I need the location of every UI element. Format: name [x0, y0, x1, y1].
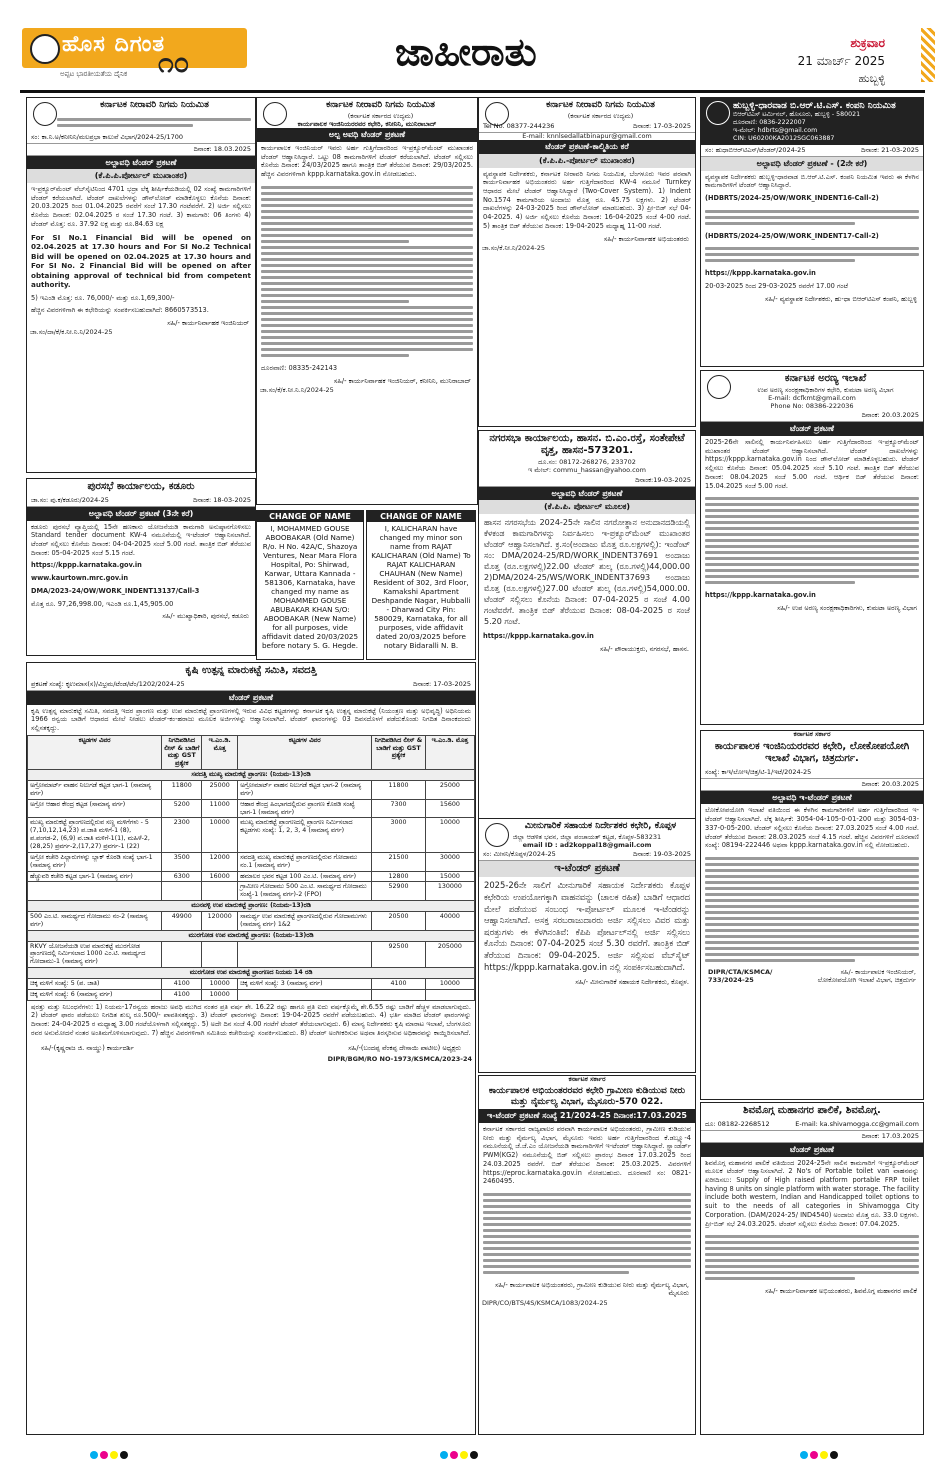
logo-tagline: ಅಪ್ಪಟ ಭಾರತೀಯತೆಯ ದೈನಿಕ: [60, 70, 128, 78]
col-header: ಕಟ್ಟಡಗಳ ವಿವರ: [238, 735, 372, 769]
table-cell: 16000: [202, 871, 238, 882]
contact-line: ಹೆಚ್ಚಿನ ವಿವರಗಳಿಗಾಗಿ ಈ ಕಛೇರಿಯನ್ನು ಸಂಪರ್ಕಿಸಬಹುದಾಗಿದೆ: 8660573513.: [31, 306, 209, 315]
kniil-logo-icon: [33, 102, 57, 126]
tender-title: ಅಲ್ಪಾವಧಿ ಟೆಂಡರ್ ಪ್ರಕಟಣೆ: [479, 487, 695, 501]
table-section-row: [28, 968, 475, 979]
ad-signature: ಸಹಿ/- ವ್ಯವಸ್ಥಾಪಕ ನಿರ್ದೇಶಕರು, ಹು-ಧಾ ಬಿಆರ್‌ಟಿಎಸ್ ಕಂಪನಿ, ಹುಬ್ಬಳ್ಳಿ: [764, 294, 917, 303]
ad-signature: ಸಹಿ/- ಕಾರ್ಯಪಾಲಕ ಅಭಿಯಂತರರು, ಗ್ರಾಮೀಣ ಕುಡಿಯುವ ನೀರು ಮತ್ತು ನೈರ್ಮಲ್ಯ ವಿಭಾಗ, ಮೈಸೂರು: [495, 1280, 689, 1298]
ad-date: ದಿನಾಂಕ: 18.03.2025: [193, 144, 251, 153]
table-cell: 3000: [372, 818, 426, 852]
table-cell: ಚಿಕ್ಕ ಮಳಿಗೆ ಸಂಖ್ಯೆ: 5 (ಪ. ಜಾತಿ): [28, 979, 162, 990]
table-section-label: ಮುನವಳ್ಳಿ ಉಪ ಮಾರುಕಟ್ಟೆ ಪ್ರಾಂಗಣ: (ನಿಯಮ-13)ರಡಿ: [28, 901, 475, 912]
col-header: ನಿಗದಿಪಡಿಸಿದ ಲೀಸ್ & ಬಾಡಿಗೆ ಮತ್ತು GST ಪ್ರತ್ಯೇಕ: [372, 735, 426, 769]
table-cell: [28, 882, 162, 901]
ad-date: ದಿನಾಂಕ: 20.03.2025: [861, 779, 919, 788]
table-section-row: [28, 901, 475, 912]
edition-city: ಹುಬ್ಬಳ್ಳಿ: [858, 72, 885, 85]
ad-signature: ಸಹಿ/- ಮುಖ್ಯಾಧಿಕಾರಿ, ಪುರಸಭೆ, ಕಡೂರು: [162, 612, 249, 621]
ad-ref: ಪ್ರಕಟಣೆ ಸಂಖ್ಯೆ: ಕೃಉಮಾಸ(ಸ)/ವಿಭ್ರಮ/ಟೆಂಡ/ಟೆಂ/1202/2024-25: [31, 680, 185, 688]
col-header: ಇ.ಎಂ.ಡಿ. ಮೊತ್ತ: [202, 735, 238, 769]
ad-body: ಲೋಕೋಪಯೋಗಿ ಇಲಾಖೆ ವತಿಯಿಂದ ಈ ಕೆಳಗಿನ ಕಾಮಗಾರಿಗಳಿಗೆ ಅರ್ಹ ಗುತ್ತಿಗೆದಾರರಿಂದ ಇ-ಟೆಂಡರ್ ಆಹ್ವಾನಿಸಲಾಗಿದೆ. ಲೆಕ್ಕ ಶೀರ್ಷಿಕೆ: 3054-04-105-0-01-200 ಮತ್ತು 3054-03-337-0-05-200. ಟೆಂಡರ್ ಸಲ್ಲಿಸಲು ಕೊನೆಯ ದಿನಾಂಕ: 27.03.2025 ಸಂಜೆ 4.00 ಗಂಟೆ. ಟೆಂಡರ್ ತೆರೆಯುವ ದಿನಾಂಕ: 28.03.2025 ಸಂಜೆ 4.15 ಗಂಟೆ. ಹೆಚ್ಚಿನ ವಿವರಗಳಿಗೆ ದೂರವಾಣಿ ಸಂಖ್ಯೆ: 08194-222446 ಅಥವಾ kppp.karnataka.gov.in ನಲ್ಲಿ ನೋಡಬಹುದು.: [705, 806, 919, 850]
table-cell: 10000: [425, 979, 474, 990]
table-cell: 5200: [162, 799, 202, 818]
tender-title: ಅಲ್ಪಾವಧಿ ಇ-ಟೆಂಡರ್ ಪ್ರಕಟಣೆ: [701, 791, 923, 805]
ad-signature: ಸಹಿ/- ಕಾರ್ಯನಿರ್ವಾಹಕ ಅಭಿಯಂತರರು, ಶಿವಮೊಗ್ಗ ಮಹಾನಗರ ಪಾಲಿಕೆ: [765, 1287, 917, 1296]
table-cell: ಅಗ್ರೋಮಾರ್ಟ್ ವಾಹನ ನಿಲುಗಡೆ ಕಟ್ಟಡ ಭಾಗ-1 (ಸಾಮಾನ್ಯ ವರ್ಗ): [28, 781, 162, 800]
dipr-code: DIPR/CTA/KSMCA/ 733/2024-25: [708, 967, 773, 984]
ad-footer: ಜಾ.ಸಂ/ಕೆ/ಕ.ನೀ.ನಿ.ನಿ/2024-25: [260, 386, 334, 395]
ad-change-of-name-1: [256, 510, 364, 660]
ad-body: ಕಾರ್ಯಪಾಲಕ ಇಂಜಿನಿಯರ್ ಇವರು ಅರ್ಹ ಗುತ್ತಿಗೆದಾರರಿಂದ ಇ-ಪ್ರಕ್ಯೂರ್‌ಮೆಂಟ್ ಮುಖಾಂತರ ಟೆಂಡರ್ ಆಹ್ವಾನಿಸಿದ್ದಾರೆ. ಒಟ್ಟು 08 ಕಾಮಗಾರಿಗಳಿಗೆ ಟೆಂಡರ್ ಕರೆಯಲಾಗಿದೆ. ಟೆಂಡರ್ ಸಲ್ಲಿಸಲು ಕೊನೆಯ ದಿನಾಂಕ: 24/03/2025 ಹಾಗೂ ತಾಂತ್ರಿಕ ಬಿಡ್ ತೆರೆಯುವ ದಿನಾಂಕ: 29/03/2025. ಹೆಚ್ಚಿನ ವಿವರಗಳಿಗಾಗಿ kppp.karnataka.gov.in ನೋಡಬಹುದು.: [261, 143, 473, 179]
ad-org: ಕರ್ನಾಟಕ ಅರಣ್ಯ ಇಲಾಖೆ: [784, 373, 867, 384]
work-indent: DMA/2023-24/OW/WORK_INDENT13137/Call-3: [31, 586, 200, 595]
ad-org-sub: (ಕರ್ನಾಟಕ ಸರ್ಕಾರದ ಉದ್ಯಮ): [567, 111, 634, 120]
table-row: [28, 871, 475, 882]
lease-table-body: [28, 770, 475, 1001]
table-cell: ಹಮಾಲರ ಭವನ ಕಟ್ಟಡ 100 ಎಂ.ಟಿ. (ಸಾಮಾನ್ಯ ವರ್ಗ): [238, 871, 372, 882]
ad-body: ಇ-ಪ್ರಕ್ಯೂರ್‌ಮೆಂಟ್ ವೆಬ್‌ಸೈಟಿನಿಂದ 4701 ಭದ್ರಾ ಲೆಕ್ಕ ಶೀರ್ಷಿಕೆಯಡಿಯಲ್ಲಿ 02 ಸಂಖ್ಯೆ ಕಾಮಗಾರಿಗಳಿಗೆ ಟೆಂಡರ್ ಕರೆಯಲಾಗಿದೆ. ಟೆಂಡರ್ ದಾಖಲೆಗಳನ್ನು ಡೌನ್‌ಲೋಡ್ ಮಾಡಿಕೊಳ್ಳಲು ಕೊನೆಯ ದಿನಾಂಕ: 20.03.2025 ರಿಂದ 01.04.2025 ರವರೆಗೆ ಸಂಜೆ 17.30 ಗಂಟೆವರೆಗೆ. 2) ಅರ್ಜಿ ಸಲ್ಲಿಸಲು ಕೊನೆಯ ದಿನಾಂಕ: 02.04.2025 ರ ಸಂಜೆ 17.30 ಗಂಟೆ. 3) ಕಾಮಗಾರಿ: 06 ತಿಂಗಳು 4) ಟೆಂಡರ್ ಮೊತ್ತ: ರೂ. 37.92 ಲಕ್ಷ ಮತ್ತು ರೂ.84.63 ಲಕ್ಷ: [31, 184, 251, 228]
table-cell: 12800: [372, 871, 426, 882]
ad-ref: ಸಂ: ಕಾ.ನಿ.ಅ/ಕನೀನಿನಿ/ಮಲಪ್ರಭಾ ಕಾಲುವೆ ವಿಭಾಗ/2024-25/1700: [31, 132, 184, 141]
ad-body: ಹಾಸನ ನಗರಸಭೆಯ 2024-25ನೇ ಸಾಲಿನ ನಗರೋತ್ಥಾನ ಅನುದಾನದಡಿಯಲ್ಲಿ ಕೆಳಕಂಡ ಕಾಮಗಾರಿಗಳನ್ನು ನಿರ್ವಹಿಸಲು ಇ-ಪ್ರಕ್ಯೂರ್‌ಮೆಂಟ್ ಮುಖಾಂತರ ಟೆಂಡರ್ ಆಹ್ವಾನಿಸಲಾಗಿದೆ. ಕ್ರ.ಸಂ(ಅಂದಾಜು ಮೊತ್ತ ರೂ.ಲಕ್ಷಗಳಲ್ಲಿ): ಇಂಡೆಂಟ್ ಸಂ: DMA/2024-25/RD/WORK_INDENT37691 ಅಂದಾಜು ಮೊತ್ತ (ರೂ.ಲಕ್ಷಗಳಲ್ಲಿ)22.00 ಟೆಂಡರ್ ಶುಲ್ಕ (ರೂ.ಗಳಲ್ಲಿ)44,000.00 2)DMA/2024-25/WS/WORK_INDENT37693 ಅಂದಾಜು ಮೊತ್ತ (ರೂ.ಲಕ್ಷಗಳಲ್ಲಿ)27.00 ಟೆಂಡರ್ ಶುಲ್ಕ (ರೂ.ಗಳಲ್ಲಿ)54,000.00. ಟೆಂಡರ್ ಸಲ್ಲಿಸಲು ಕೊನೆಯ ದಿನಾಂಕ: 07-04-2025 ರ ಸಂಜೆ 4.00 ಗಂಟೆವರೆಗೆ. ತಾಂತ್ರಿಕ ಬಿಡ್ ತೆರೆಯುವ ದಿನಾಂಕ: 08-04-2025 ರ ಸಂಜೆ 5.20 ಗಂಟೆ.: [484, 517, 690, 627]
newspaper-logo: [22, 28, 247, 68]
ad-date: ದಿನಾಂಕ: 19-03-2025: [633, 850, 691, 859]
ad-portal: https://kppp.karnataka.gov.in: [705, 591, 816, 600]
ad-text-lines: [701, 852, 923, 967]
ad-koppal-fisheries: [478, 818, 696, 1073]
ad-org-sub: (ಕರ್ನಾಟಕ ಸರ್ಕಾರದ ಉದ್ಯಮ): [347, 111, 414, 120]
tender-ref-line: ಇ-ಟೆಂಡರ್ ಪ್ರಕಟಣೆ ಸಂಖ್ಯೆ 21/2024-25 ದಿನಾಂಕ:17.03.2025: [479, 1109, 695, 1123]
table-row: [28, 912, 475, 931]
table-cell: ಸವದತ್ತಿ ಮುಖ್ಯ ಮಾರುಕಟ್ಟೆ ಪ್ರಾಂಗಣದಲ್ಲಿರುವ ಗೋದಾಮು ನಂ.1 (ಸಾಮಾನ್ಯ ವರ್ಗ): [238, 852, 372, 871]
table-cell: 11000: [202, 799, 238, 818]
name-ad-header: CHANGE OF NAME: [367, 511, 475, 522]
table-row: [28, 852, 475, 871]
ad-email: E-mail: ka.shivamogga.cc@gmail.com: [795, 1120, 919, 1128]
tender-subtitle: (ಕೆ.ಪಿ.ಪಿ.-ಪೋರ್ಟಲ್ ಮುಖಾಂತರ): [479, 154, 695, 168]
color-registration-dots: [90, 1444, 130, 1454]
tender-title: ಟೆಂಡರ್ ಪ್ರಕಟಣೆ: [701, 1143, 923, 1157]
secretary-signature: ಸಹಿ/-(ಕೃಷ್ಣರಾಜ ಜಿ. ನಾಯ್ಡು) ಕಾರ್ಯದರ್ಶಿ: [41, 1043, 134, 1052]
table-cell: 10000: [202, 818, 238, 852]
print-marks: [0, 1440, 945, 1460]
ad-site: www.kaurtown.mrc.gov.in: [31, 574, 129, 583]
table-cell: 10000: [202, 989, 238, 1000]
ad-org: ಶಿವಮೊಗ್ಗ ಮಹಾನಗರ ಪಾಲಿಕೆ, ಶಿವಮೊಗ್ಗ.: [743, 1105, 881, 1116]
table-cell: 52900: [372, 882, 426, 901]
ad-portal: https://kppp.karnataka.gov.in: [31, 561, 142, 570]
ad-kniil-dalatbinapur: [478, 97, 696, 427]
ad-text-lines: [479, 1188, 695, 1279]
ad-email: email ID : ad2koppal18@gmail.com: [522, 840, 652, 849]
table-cell: 10000: [202, 979, 238, 990]
ad-kniil-munirabad: [256, 97, 478, 505]
table-cell: 7300: [372, 799, 426, 818]
ad-signature: ಸಹಿ/- ಕಾರ್ಯನಿರ್ವಾಹಕ ಅಭಿಯಂತರರು: [603, 234, 689, 243]
table-section-label: ಸವದತ್ತಿ ಮುಖ್ಯ ಮಾರುಕಟ್ಟೆ ಪ್ರಾಂಗಣ: (ನಿಯಮ-13)ರಡಿ: [28, 770, 475, 781]
table-cell: ಮುಖ್ಯ ಮಾರುಕಟ್ಟೆ ಪ್ರಾಂಗಣದಲ್ಲಿರುವ ಸಣ್ಣ ಮಳಿಗೆಗಳು - 5 (7,10,12,14,23) ಪ.ಜಾತಿ ಮಳಿಗೆ-1 (8), ಪ.ಪಂಗಡ-2, (6,9) ಪ.ಜಾತಿ ಮಳಿಗೆ-1(1), ಮಹಿಳೆ-2, (28,25) ಪ್ರವರ್ಗ-2,(17,27) ಪ್ರವರ್ಗ-1 (22): [28, 818, 162, 852]
ad-header-band: [701, 98, 923, 145]
table-cell: [425, 989, 474, 1000]
table-section-label: ಮುರಗೋಡ ಉಪ ಮಾರುಕಟ್ಟೆ ಪ್ರಾಂಗಣ: (ನಿಯಮ-13)ರಡಿ: [28, 930, 475, 941]
ad-office: ಉಪ ಅರಣ್ಯ ಸಂರಕ್ಷಣಾಧಿಕಾರಿಗಳ ಕಛೇರಿ, ಕುಮಟಾ ಅರಣ್ಯ ವಿಭಾಗ: [757, 386, 894, 394]
table-cell: 205000: [425, 941, 474, 968]
ad-address: ಜಿಲ್ಲಾ ಆಡಳಿತ ಭವನ, ಜಿಲ್ಲಾ ಪಂಚಾಯತ್ ಕಟ್ಟಡ, ಕೊಪ್ಪಳ-583231: [512, 832, 662, 841]
ad-conditions: ಷರತ್ತು ಮತ್ತು ನಿಬಂಧನೆಗಳು: 1) ನಿಯಮ-17ರನ್ವಯ ಹರಾಜು ಅವಧಿ ಮುಗಿದ ನಂತರ ಪ್ರತಿ ವರ್ಷ ಶೇ. 16.22 ರಷ್ಟು ಹಾಗೂ ಪ್ರತಿ ಐದು ವರ್ಷಕ್ಕೊಮ್ಮೆ ಶೇ.6.55 ರಷ್ಟು ಬಾಡಿಗೆ ಹೆಚ್ಚಳ ಮಾಡಲಾಗುವುದು. 2) ಟೆಂಡರ್ ಫಾರಂ ಪಡೆಯಲು ನಿಗದಿತ ಶುಲ್ಕ ರೂ.500/- ಪಾವತಿಸತಕ್ಕದ್ದು. 3) ಟೆಂಡರ್ ಫಾರಂಗಳನ್ನು ದಿನಾಂಕ: 19-04-2025 ರವರೆಗೆ ಪಡೆಯಬಹುದು. 4) ಭರ್ತಿ ಮಾಡಿದ ಟೆಂಡರ್ ಫಾರಂಗಳನ್ನು ದಿನಾಂಕ: 24-04-2025 ರ ಮಧ್ಯಾಹ್ನ 3.00 ಗಂಟೆಯೊಳಗಾಗಿ ಸಲ್ಲಿಸತಕ್ಕದ್ದು. 5) ಅದೇ ದಿನ ಸಂಜೆ 4.00 ಗಂಟೆಗೆ ಟೆಂಡರ್ ತೆರೆಯಲಾಗುವುದು. 6) ಮಾನ್ಯ ನಿರ್ದೇಶಕರು ಕೃಷಿ ಮಾರಾಟ ಇಲಾಖೆ, ಬೆಂಗಳೂರು ರವರ ಅನುಮೋದನೆ ನಂತರ ಅಂತಿಮಗೊಳಿಸಲಾಗುವುದು. 7) ಹೆಚ್ಚಿನ ವಿವರಗಳಿಗಾಗಿ ಸಮಿತಿಯ ಕಚೇರಿಯನ್ನು ಸಂಪರ್ಕಿಸಬಹುದು. 8) ಟೆಂಡರ್ ಅಂಗೀಕರಿಸುವ ಅಥವಾ ತಿರಸ್ಕರಿಸುವ ಅಧಿಕಾರವನ್ನು ಕಾಯ್ದಿರಿಸಲಾಗಿದೆ.: [31, 1002, 471, 1037]
table-cell: [372, 989, 426, 1000]
ad-email: ಇ-ಮೇಲ್: hdbrts@gmail.com: [733, 127, 818, 134]
tender-title: ಅಲ್ಪಾವಧಿ ಟೆಂಡರ್ ಪ್ರಕಟಣೆ: [27, 156, 255, 170]
table-row: [28, 882, 475, 901]
lease-table: [27, 735, 475, 1001]
ad-pwd-chitradurga: [700, 730, 924, 1100]
table-cell: 12000: [202, 852, 238, 871]
table-cell: 11800: [162, 781, 202, 800]
ad-org: ಹುಬ್ಬಳ್ಳಿ-ಧಾರವಾಡ ಬಿ.ಆರ್.ಟಿ.ಎಸ್. ಕಂಪನಿ ನಿಯಮಿತ: [733, 101, 896, 111]
table-cell: 6300: [162, 871, 202, 882]
ad-email: E-mail: dcfkmt@gmail.com: [768, 393, 856, 402]
ad-body: ಶಿವಮೊಗ್ಗ ಮಹಾನಗರ ಪಾಲಿಕೆ ವತಿಯಿಂದ 2024-25ನೇ ಸಾಲಿನ ಕಾಮಗಾರಿಗೆ ಇ-ಪ್ರಕ್ಯೂರ್‌ಮೆಂಟ್ ಮೂಲಕ ಟೆಂಡರ್ ಆಹ್ವಾನಿಸಲಾಗಿದೆ. 2 No's of Portable toilet van ವಾಹನವನ್ನು ಖರೀದಿಸಲು: Supply of High raised platform portable FRP toilet having 8 units on single platform with water storage. The facility include both western, Indian and Handicapped toilet options to suit to the needs of all categories in Shivamogga City Corporation. (DAM/2024-25/ IND4540) ಅಂದಾಜು ಮೊತ್ತ ರೂ. 33.0 ಲಕ್ಷಗಳು. ಪ್ರೀ-ಬಿಡ್ ಸಭೆ 24.03.2025. ಟೆಂಡರ್ ಸಲ್ಲಿಸಲು ಕೊನೆಯ ದಿನಾಂಕ: 07.04.2025.: [705, 1158, 919, 1228]
tender-title: ಇ-ಟೆಂಡರ್ ಪ್ರಕಟಣೆ: [479, 861, 695, 877]
ad-signature: ಸಹಿ/- ಕಾರ್ಯನಿರ್ವಾಹಕ ಇಂಜಿನಿಯರ್: [167, 318, 249, 327]
ad-date: ದಿನಾಂಕ:19-03-2025: [635, 475, 691, 484]
tender-subtitle: (ಕೆ.ಪಿ.ಪಿ.ಪೋರ್ಟಲ್ ಮುಖಾಂತರ): [27, 169, 255, 183]
table-cell: ಚಿಕ್ಕ ಮಳಿಗೆ ಸಂಖ್ಯೆ: 6 (ಸಾಮಾನ್ಯ ವರ್ಗ): [28, 989, 162, 1000]
col-header: ಕಟ್ಟಡಗಳ ವಿವರ: [28, 735, 162, 769]
ad-org: ಪುರಸಭೆ ಕಾರ್ಯಾಲಯ, ಕಡೂರು: [87, 481, 195, 492]
ad-forest-department: [700, 370, 924, 725]
name-ad-text: I, MOHAMMED GOUSE ABOOBAKAR (Old Name) R/o. H No. 42A/C, Shazoya Ventures, Near Mara Flora Hospital, Po: Shirwad, Karwar, Uttara Kannada - 581306, Karnataka, have changed my name as MOHAMMED GOUSE ABUBAKAR KHAN S/O: ABOOBAKAR (New Name) for all purposes, vide affidavit dated 20/03/2025 before notary S. G. Hegde.: [261, 524, 359, 650]
table-cell: 49900: [162, 912, 202, 931]
ad-hdbrts: [700, 97, 924, 367]
table-cell: 500 ಎಂ.ಟಿ. ಸಾಮರ್ಥ್ಯದ ಗೋದಾಮು ನಂ-2 (ಸಾಮಾನ್ಯ ವರ್ಗ): [28, 912, 162, 931]
ad-phone: Tel No. 08377-244236: [483, 121, 555, 130]
ad-body: ಕಡೂರು ಪುರಸಭೆ ವ್ಯಾಪ್ತಿಯಲ್ಲಿ 15ನೇ ಹಣಕಾಸು ಯೋಜನೆಯಡಿ ಕಾಮಗಾರಿ ಅನುಷ್ಠಾನಗೊಳಿಸಲು Standard tender document KW-4 ನಮೂನೆಯಲ್ಲಿ ಇ-ಟೆಂಡರ್ ಆಹ್ವಾನಿಸಲಾಗಿದೆ. ಟೆಂಡರ್ ಸಲ್ಲಿಸಲು ಕೊನೆಯ ದಿನಾಂಕ: 04-04-2025 ಸಂಜೆ 5.00 ಗಂಟೆ. ತಾಂತ್ರಿಕ ಬಿಡ್ ತೆರೆಯುವ ದಿನಾಂಕ: 05-04-2025 ಸಂಜೆ 5.15 ಗಂಟೆ.: [31, 522, 251, 557]
masthead-rule: [20, 90, 925, 93]
ad-signature: ಸಹಿ/- ಮೀನುಗಾರಿಕೆ ಸಹಾಯಕ ನಿರ್ದೇಶಕರು, ಕೊಪ್ಪಳ.: [575, 978, 689, 987]
ad-body: ಕರ್ನಾಟಕ ಸರ್ಕಾರದ ರಾಜ್ಯಪಾಲರ ಪರವಾಗಿ ಕಾರ್ಯಪಾಲಕ ಅಭಿಯಂತರರು, ಗ್ರಾಮೀಣ ಕುಡಿಯುವ ನೀರು ಮತ್ತು ನೈರ್ಮಲ್ಯ ವಿಭಾಗ, ಮೈಸೂರು ಇವರು ಅರ್ಹ ಗುತ್ತಿಗೆದಾರರಿಂದ ಕೆ.ಡಬ್ಲ್ಯೂ-4 ನಮೂನೆಯಲ್ಲಿ ಜೆ.ಜೆ.ಎಂ ಯೋಜನೆಯಡಿ ಕಾಮಗಾರಿಗಳಿಗೆ ಇ-ಟೆಂಡರ್ ಆಹ್ವಾನಿಸಿದ್ದಾರೆ. ಸ್ಟ್ಯಾಂಡರ್ಡ್ PWM(KG2) ನಮೂನೆಯಲ್ಲಿ ಬಿಡ್ ಸಲ್ಲಿಸಲು ಪ್ರಾರಂಭ ದಿನಾಂಕ 17.03.2025 ರಿಂದ 24.03.2025 ರವರೆಗೆ. ಬಿಡ್ ತೆರೆಯುವ ದಿನಾಂಕ: 25.03.2025. ವಿವರಗಳಿಗೆ https://eproc.karnataka.gov.in ನೋಡಬಹುದು. ದೂರವಾಣಿ ಸಂ: 0821-2460495.: [483, 1124, 691, 1186]
ad-org-sub: ಕರ್ನಾಟಕ ಸರ್ಕಾರ: [568, 1075, 606, 1083]
tender-title: ಅಲ್ಪಾವಧಿ ಟೆಂಡರ್ ಪ್ರಕಟಣೆ - (2ನೇ ಕರೆ): [701, 157, 923, 171]
table-cell: 15600: [425, 799, 474, 818]
tender-title: ಟೆಂಡರ್ ಪ್ರಕಟಣೆ-ಕಾಲ್ಮಿತಿಯ ಕರೆ: [479, 140, 695, 154]
ad-signature-row: [27, 1040, 475, 1057]
table-cell: 2300: [162, 818, 202, 852]
table-cell: ಅಗ್ರೋಮಾರ್ಟ್ ವಾಹನ ನಿಲುಗಡೆ ಕಟ್ಟಡ ಭಾಗ-2 (ಸಾಮಾನ್ಯ ವರ್ಗ): [238, 781, 372, 800]
ad-cin: CIN: U60200KA2012SGC063887: [733, 135, 835, 142]
table-section-label: ಮುರಗೋಡ ಉಪ ಮಾರುಕಟ್ಟೆ ಪ್ರಾಂಗಣದ ನಿಯಮ 14 ರಡಿ: [28, 968, 475, 979]
ad-portal: https://kppp.karnataka.gov.in: [705, 269, 816, 278]
table-cell: ಚಿಕ್ಕ ಮಳಿಗೆ ಸಂಖ್ಯೆ: 3 (ಸಾಮಾನ್ಯ ವರ್ಗ): [238, 979, 372, 990]
ad-text-lines: [257, 181, 477, 362]
ad-date-row: [701, 1131, 923, 1143]
ad-org: ಕಾರ್ಯಪಾಲಕ ಇಂಜಿನಿಯರರವರ ಕಛೇರಿ, ಲೋಕೋಪಯೋಗಿ ಇಲಾಖೆ ವಿಭಾಗ, ಚಿತ್ರದುರ್ಗ.: [714, 740, 910, 764]
table-cell: 3500: [162, 852, 202, 871]
table-cell: 20500: [372, 912, 426, 931]
ad-org: ಕರ್ನಾಟಕ ನೀರಾವರಿ ನಿಗಮ ನಿಯಮಿತ: [326, 100, 435, 110]
ad-text-lines: [701, 492, 923, 589]
table-cell: 4100: [162, 989, 202, 1000]
ad-footer-row: [701, 967, 923, 987]
ad-org: ಕರ್ನಾಟಕ ನೀರಾವರಿ ನಿಗಮ ನಿಯಮಿತ: [100, 100, 209, 110]
ad-ref-row: [27, 679, 475, 691]
hdbrts-logo-icon: [706, 101, 730, 125]
table-cell: ಸಾಮರ್ಥ್ಯ ಉಪ ಮಾರುಕಟ್ಟೆ ಪ್ರಾಂಗಣದಲ್ಲಿರುವ ಗೋದಾಮುಗಳು (ಸಾಮಾನ್ಯ ವರ್ಗ) 1&2: [238, 912, 372, 931]
table-cell: [162, 882, 202, 901]
ad-signature: ಸಹಿ/- ಉಪ ಅರಣ್ಯ ಸಂರಕ್ಷಣಾಧಿಕಾರಿಗಳು, ಕುಮಟಾ ಅರಣ್ಯ ವಿಭಾಗ: [777, 603, 917, 612]
ad-kadur-municipality: [26, 478, 256, 656]
table-cell: ಹೆಚ್ಚುವರಿ ಕಚೇರಿ ಕಟ್ಟಡ ಭಾಗ-1 (ಸಾಮಾನ್ಯ ವರ್ಗ): [28, 871, 162, 882]
col-header: ಇ.ಎಂ.ಡಿ. ಮೊತ್ತ: [425, 735, 474, 769]
table-cell: [202, 882, 238, 901]
work-indent-2: (HDBRTS/2024-25/OW/WORK_INDENT17-Call-2): [705, 231, 879, 240]
table-cell: ಅಗ್ರೋ ಕಚೇರಿ ಪಿಲ್ಲಾರುಗಳನ್ನು ಬ್ಲಾಕ್ ಕೊಠಡಿ ಸಂಖ್ಯೆ ಭಾಗ-1 (ಸಾಮಾನ್ಯ ವರ್ಗ): [28, 852, 162, 871]
table-cell: 92500: [372, 941, 426, 968]
ad-date-row: [701, 779, 923, 791]
ad-ref-row: [701, 145, 923, 157]
ad-ref-row: [27, 495, 255, 507]
masthead: [0, 0, 945, 92]
ad-org: ಕೃಷಿ ಉತ್ಪನ್ನ ಮಾರುಕಟ್ಟೆ ಸಮಿತಿ, ಸವದತ್ತಿ: [185, 665, 317, 676]
tender-title: ಅಲ್ಪಾವಧಿ ಟೆಂಡರ್ ಪ್ರಕಟಣೆ (3ನೇ ಕರೆ): [27, 507, 255, 521]
col-header: ನಿಗದಿಪಡಿಸಿದ ಲೀಸ್ & ಬಾಡಿಗೆ ಮತ್ತು GST ಪ್ರತ್ಯೇಕ: [162, 735, 202, 769]
table-cell: 25000: [425, 781, 474, 800]
ad-org-sub: ಕರ್ನಾಟಕ ಸರ್ಕಾರ: [793, 730, 831, 738]
table-cell: ಅಗ್ರೋ ಆಹಾರ ಕೇಂದ್ರ ಕಟ್ಟಡ (ಸಾಮಾನ್ಯ ವರ್ಗ): [28, 799, 162, 818]
ad-contact-row: [701, 1119, 923, 1131]
ad-date-row: [27, 144, 255, 156]
ad-phone: Phone No: 08386-222036: [770, 401, 854, 410]
ad-email: E-mail: knnlsedallatbinapur@gmail.com: [522, 131, 652, 140]
ad-body: 2025-26ನೇ ಸಾಲಿನಲ್ಲಿ ಕಾರ್ಯನಿರ್ವಹಿಸಲು ಅರ್ಹ ಗುತ್ತಿಗೆದಾರರಿಂದ ಇ-ಪ್ರಕ್ಯೂರ್‌ಮೆಂಟ್ ಮುಖಾಂತರ ಟೆಂಡರ್ ಆಹ್ವಾನಿಸಲಾಗಿದೆ. ಟೆಂಡರ್ ದಾಖಲೆಗಳನ್ನು https://kppp.karnataka.gov.in ನಿಂದ ಡೌನ್‌ಲೋಡ್ ಮಾಡಿಕೊಳ್ಳಬಹುದು. ಟೆಂಡರ್ ಸಲ್ಲಿಸಲು ಕೊನೆಯ ದಿನಾಂಕ: 05.04.2025 ಸಂಜೆ 5.10 ಗಂಟೆ. ತಾಂತ್ರಿಕ ಬಿಡ್ ತೆರೆಯುವ ದಿನಾಂಕ: 08.04.2025 ಸಂಜೆ 5.00 ಗಂಟೆ. ಆರ್ಥಿಕ ಬಿಡ್ ತೆರೆಯುವ ದಿನಾಂಕ: 15.04.2025 ಸಂಜೆ 5.00 ಗಂಟೆ.: [705, 437, 919, 490]
ad-dates: 20-03-2025 ರಿಂದ 29-03-2025 ರವರೆಗೆ 17.00 ಗಂಟೆ: [705, 282, 849, 291]
ad-org: ಮೀನುಗಾರಿಕೆ ಸಹಾಯಕ ನಿರ್ದೇಶಕರ ಕಛೇರಿ, ಕೊಪ್ಪಳ: [524, 821, 677, 831]
kniil-logo-icon: [263, 102, 287, 126]
tender-title: ಟೆಂಡರ್ ಪ್ರಕಟಣೆ: [27, 691, 475, 705]
ad-signature: ಸಹಿ/- ಕಾರ್ಯನಿರ್ವಾಹಕ ಇಂಜಿನಿಯರ್, ಕನೀನಿನಿ, ಮುನಿರಾಬಾದ್: [333, 376, 471, 385]
logo-emblem-icon: [30, 34, 60, 64]
ad-footer: ಜಾ.ಸಂ/ದಾ/ಕೆ/ಕ.ನೀ.ನಿ.ನಿ/2024-25: [30, 328, 113, 337]
ad-body: ವ್ಯವಸ್ಥಾಪಕ ನಿರ್ದೇಶಕರು ಹುಬ್ಬಳ್ಳಿ-ಧಾರವಾಡ ಬಿ.ಆರ್.ಟಿ.ಎಸ್. ಕಂಪನಿ ನಿಯಮಿತ ಇವರು ಈ ಕೆಳಗಿನ ಕಾಮಗಾರಿಗಳಿಗೆ ಟೆಂಡರ್ ಆಹ್ವಾನಿಸಿದ್ದಾರೆ.: [705, 172, 919, 190]
ad-ref: ಸಂಖ್ಯೆ: ಕಾಇ/ಲೋಇ/ಚಿತ್ರ/ಟಿ-1/ಇಟೆ/2024-25: [705, 767, 812, 776]
table-section-row: [28, 930, 475, 941]
color-registration-dots: [800, 1444, 840, 1454]
edition-day: ಶುಕ್ರವಾರ: [850, 36, 885, 50]
ad-body: 2025-26ನೇ ಸಾಲಿಗೆ ಮೀನುಗಾರಿಕೆ ಸಹಾಯಕ ನಿರ್ದೇಶಕರು ಕೊಪ್ಪಳ ಕಛೇರಿಯ ಉಪಯೋಗಕ್ಕಾಗಿ ವಾಹನವನ್ನು (ಚಾಲಕ ರಹಿತ) ಬಾಡಿಗೆ ಆಧಾರದ ಮೇಲೆ ಪಡೆಯುವ ಸಂಬಂಧ ಇ-ಪೋರ್ಟಲ್ ಮೂಲಕ ಇ-ಟೆಂಡರನ್ನು ಆಹ್ವಾನಿಸಲಾಗಿದೆ. ಅಸಕ್ತ ಸರಬರಾಜುದಾರರು ಅರ್ಜಿ ಸಲ್ಲಿಸಲು ವಿವರ ಮತ್ತು ಷರತ್ತುಗಳು ಈ ಕೆಳಗಿನಂತಿವೆ: ಕೆಪಿಪಿ ಪೋರ್ಟಲ್‌ನಲ್ಲಿ ಅರ್ಜಿ ಸಲ್ಲಿಸಲು ಕೊನೆಯ ದಿನಾಂಕ: 07-04-2025 ಸಂಜೆ 5.30 ರವರೆಗೆ. ತಾಂತ್ರಿಕ ಬಿಡ್ ತೆರೆಯುವ ದಿನಾಂಕ: 09-04-2025. ಅರ್ಜಿ ಸಲ್ಲಿಸುವ ವೆಬ್‌ಸೈಟ್ https://kppp.karnataka.gov.in ನಲ್ಲಿ ಸಂಪರ್ಕಿಸಬಹುದಾಗಿದೆ.: [484, 880, 690, 972]
ad-text-lines: [701, 1230, 923, 1285]
tender-subtitle: (ಕೆ.ಪಿ.ಪಿ. ಪೋರ್ಟಲ್ ಮೂಲಕ): [479, 500, 695, 514]
ad-ref: ಸಂ: ಹುಧಾಬಿಆರ್‌ಟಿಎಸ್/ಟೆಂಡರ್/2024-25: [705, 146, 806, 154]
ad-portal: https://kppp.karnataka.gov.in: [483, 632, 594, 641]
table-header-row: [28, 735, 475, 769]
table-cell: 25000: [202, 781, 238, 800]
table-cell: 11800: [372, 781, 426, 800]
ad-shimoga-corporation: [700, 1102, 924, 1435]
table-cell: 15000: [425, 871, 474, 882]
table-cell: [238, 941, 372, 968]
table-cell: ಗ್ರಾಮೀಣ ಗೋದಾಮು 500 ಎಂ.ಟಿ. ಸಾಮರ್ಥ್ಯದ ಗೋದಾಮು ಸಂಖ್ಯೆ-1 (ಸಾಮಾನ್ಯ ವರ್ಗ)-2 (FPO): [238, 882, 372, 901]
color-registration-dots: [440, 1444, 480, 1454]
table-cell: RKVY ಯೋಜನೆಯಡಿ ಉಪ ಮಾರುಕಟ್ಟೆ ಮುರಗೋಡ ಪ್ರಾಂಗಣದಲ್ಲಿ ನಿರ್ಮಿಸಲಾದ 1000 ಎಂ.ಟಿ. ಸಾಮರ್ಥ್ಯದ ಗೋದಾಮು-1 (ಸಾಮಾನ್ಯ ವರ್ಗ): [28, 941, 162, 968]
kniil-logo-icon: [485, 102, 509, 126]
ad-contact-row: [479, 121, 695, 133]
ad-intro: ಕೃಷಿ ಉತ್ಪನ್ನ ಮಾರುಕಟ್ಟೆ ಸಮಿತಿ, ಸವದತ್ತಿ ಇದರ ಪ್ರಾಂಗಣ ಮತ್ತು ಉಪ ಮಾರುಕಟ್ಟೆ ಪ್ರಾಂಗಣಗಳಲ್ಲಿ ಇರುವ ವಿವಿಧ ಕಟ್ಟಡಗಳನ್ನು ಕರ್ನಾಟಕ ಕೃಷಿ ಉತ್ಪನ್ನ ಮಾರುಕಟ್ಟೆ (ನಿಯಂತ್ರಣ ಮತ್ತು ಅಭಿವೃದ್ಧಿ) ಅಧಿನಿಯಮ 1966 ರನ್ವಯ ಬಾಡಿಗೆ ಆಧಾರದ ಮೇಲೆ ನೀಡಲು ಟೆಂಡರ್-ಕಂ-ಹರಾಜು ಮೂಲಕ ಅರ್ಜಿಗಳನ್ನು ಆಹ್ವಾನಿಸಲಾಗಿದೆ. ಟೆಂಡರ್ ಫಾರಂಗಳನ್ನು 03 ದಿವಸದೊಳಗೆ ಪಡೆದುಕೊಂಡು ನಿಗದಿತ ದಿನಾಂಕದಂದು ಸಲ್ಲಿಸತಕ್ಕದ್ದು.: [31, 706, 471, 732]
ad-footer: ಜಾ.ಸಂ/ಕೆ.ನೀ.ನಿ/2024-25: [482, 244, 546, 253]
ad-date-row: [479, 475, 695, 487]
ad-signature: ಸಹಿ/- ಪೌರಾಯುಕ್ತರು, ನಗರಸಭೆ, ಹಾಸನ.: [599, 644, 689, 653]
section-title: ಜಾಹೀರಾತು: [395, 30, 537, 74]
ad-body: ವ್ಯವಸ್ಥಾಪಕ ನಿರ್ದೇಶಕರು, ಕರ್ನಾಟಕ ನೀರಾವರಿ ನಿಗಮ ನಿಯಮಿತ, ಬೆಂಗಳೂರು ಇವರ ಪರವಾಗಿ ಕಾರ್ಯನಿರ್ವಾಹಕ ಅಭಿಯಂತರರು ಅರ್ಹ ಗುತ್ತಿಗೆದಾರರಿಂದ KW-4 ನಮೂನೆ Turnkey ಆಧಾರದ ಮೇಲೆ ಟೆಂಡರ್ ಆಹ್ವಾನಿಸಿದ್ದಾರೆ (Two-Cover System). 1) Indent No.1574 ಕಾಮಗಾರಿಯ ಅಂದಾಜು ಮೊತ್ತ ರೂ. 45.75 ಲಕ್ಷಗಳು. 2) ಟೆಂಡರ್ ದಾಖಲೆಗಳನ್ನು 24-03-2025 ರಿಂದ ಡೌನ್‌ಲೋಡ್ ಮಾಡಬಹುದು. 3) ಪ್ರೀ-ಬಿಡ್ ಸಭೆ 04-04-2025. 4) ಅರ್ಜಿ ಸಲ್ಲಿಸಲು ಕೊನೆಯ ದಿನಾಂಕ: 16-04-2025 ಸಂಜೆ 4-00 ಗಂಟೆ. 5) ತಾಂತ್ರಿಕ ಬಿಡ್ ತೆರೆಯುವ ದಿನಾಂಕ: 19-04-2025 ಮಧ್ಯಾಹ್ನ 11-00 ಗಂಟೆ.: [483, 169, 691, 230]
ad-signature: ಸಹಿ/- ಕಾರ್ಯಪಾಲಕ ಇಂಜಿನಿಯರ್, ಲೋಕೋಪಯೋಗಿ ಇಲಾಖೆ ವಿಭಾಗ, ಚಿತ್ರದುರ್ಗ: [817, 967, 916, 984]
table-cell: 40000: [425, 912, 474, 931]
ad-ref-row: [27, 132, 255, 144]
table-cell: [162, 941, 202, 968]
table-cell: ಆಹಾರ ಕೇಂದ್ರ ಹಿಂಭಾಗದಲ್ಲಿರುವ ಪ್ರಾಂಗಣ ಕೊಠಡಿ ಸಂಖ್ಯೆ ಭಾಗ-1 (ಸಾಮಾನ್ಯ ವರ್ಗ): [238, 799, 372, 818]
ad-date: ದಿನಾಂಕ: 21-03-2025: [861, 146, 919, 154]
tender-title: ಟೆಂಡರ್ ಪ್ರಕಟಣೆ: [701, 422, 923, 436]
table-row: [28, 781, 475, 800]
ad-org: ನಗರಸಭಾ ಕಾರ್ಯಾಲಯ, ಹಾಸನ. ಬಿ.ಎಂ.ರಸ್ತೆ, ಸಂತೇಪೇಟೆ ವೃತ್ತ, ಹಾಸನ-573201.: [489, 433, 685, 456]
ad-date: ದಿನಾಂಕ: 20.03.2025: [861, 411, 919, 420]
tender-title: ಅಲ್ಪ ಅವಧಿ ಟೆಂಡರ್ ಪ್ರಕಟಣೆ: [257, 128, 477, 142]
decorative-stripe: [921, 28, 935, 82]
ad-phone: ದೂ: 08182-2268512: [705, 1120, 770, 1128]
table-cell: [238, 989, 372, 1000]
ad-kniil-malaprabha: [26, 97, 256, 473]
ad-ref: ಸಂ: ಮೀಸನಿ/ಕೊಪ್ಪಳ/2024-25: [483, 850, 556, 859]
forest-seal-icon: [707, 375, 731, 399]
edition-date: 21 ಮಾರ್ಚ್ 2025: [797, 54, 885, 68]
ad-amount: ಮೊತ್ತ ರೂ. 97,26,998.00, ಇಎಂಡಿ ರೂ.1,45,905.00: [31, 599, 174, 608]
ad-address: ಬಿಆರ್‌ಟಿಎಸ್ ಟರ್ಮಿನಲ್, ಹೊಸೂರು, ಹುಬ್ಬಳ್ಳಿ - 580021: [733, 111, 861, 118]
name-ad-text: I, KALICHARAN have changed my minor son name from RAJAT KALICHARAN (Old Name) To RAJAT KALICHARAN CHAUHAN (New Name) Resident of 302, 3rd Floor, Kamakshi Apartment Deshpande Nagar, Hubballi - Dharwad City Pin: 580029, Karnataka, for all purposes, vide affidavit dated 20/03/2025 before notary Bidaralli N. B.: [371, 524, 471, 650]
logo-number: ೧೦: [158, 46, 190, 79]
dipr-code: DIPR/BGM/RO NO-1973/KSMCA/2023-24: [327, 1055, 472, 1064]
ad-phone: ದೂರವಾಣಿ: 0836-2222007: [733, 119, 806, 126]
table-cell: 130000: [425, 882, 474, 901]
table-section-row: [28, 770, 475, 781]
ad-org: ಕರ್ನಾಟಕ ನೀರಾವರಿ ನಿಗಮ ನಿಯಮಿತ: [546, 100, 655, 110]
name-ad-header: CHANGE OF NAME: [257, 511, 363, 522]
table-row: [28, 818, 475, 852]
ad-ref-row: [479, 849, 695, 861]
ad-date: ದಿನಾಂಕ: 18-03-2025: [193, 496, 251, 504]
govt-seal-icon: [485, 823, 509, 847]
table-cell: 10000: [425, 818, 474, 852]
ad-office: ಕಾರ್ಯಪಾಲಕ ಇಂಜಿನಿಯರರವರ ಕಛೇರಿ, ಕನೀನಿನಿ, ಮುನಿರಾಬಾದ್: [297, 119, 437, 128]
ad-email: ಇ ಮೇಲ್: commu_hassan@yahoo.com: [528, 465, 646, 474]
work-indent-1: (HDBRTS/2024-25/OW/WORK_INDENT16-Call-2): [705, 194, 879, 202]
table-cell: 4100: [162, 979, 202, 990]
ad-mysore-rural-water: [478, 1075, 696, 1435]
table-row: [28, 989, 475, 1000]
table-cell: [202, 941, 238, 968]
table-row: [28, 979, 475, 990]
table-row: [28, 799, 475, 818]
ad-ref: ಜಾ.ಸಂ: ಪು.ಕ/ಕಡೂರು/2024-25: [31, 496, 109, 504]
logo-text: ಹೊಸ ದಿಗಂತ: [62, 32, 166, 57]
ad-date: ದಿನಾಂಕ: 17.03.2025: [861, 1132, 919, 1140]
table-cell: 30000: [425, 852, 474, 871]
ad-footer: DIPR/CO/BTS/4S/KSMCA/1083/2024-25: [482, 1299, 608, 1308]
ad-apmc-savadatti: [26, 662, 476, 1435]
table-cell: 21500: [372, 852, 426, 871]
ad-date: ದಿನಾಂಕ: 17-03-2025: [633, 121, 691, 130]
bid-note: For SI No.1 Financial Bid will be opened on 02.04.2025 at 17.30 hours and For SI No.2 Technical Bid will be opened on 02.04.2025 at 17.30 hours and For SI No. 2 Financial Bid will be opened on after obtaining approval of technical bid from competent authority.: [31, 232, 251, 289]
emd-line: 5) ಇಎಂಡಿ ಮೊತ್ತ: ರೂ. 76,000/- ಮತ್ತು ರೂ.1,69,300/-: [31, 293, 175, 302]
ad-org: ಕಾರ್ಯಪಾಲಕ ಅಭಿಯಂತರರವರ ಕಛೇರಿ ಗ್ರಾಮೀಣ ಕುಡಿಯುವ ನೀರು ಮತ್ತು ನೈರ್ಮಲ್ಯ ವಿಭಾಗ, ಮೈಸೂರು-570 022.: [488, 1085, 686, 1107]
ad-change-of-name-2: [366, 510, 476, 660]
ad-ref-row: [701, 767, 923, 779]
table-cell: ಮುಖ್ಯ ಮಾರುಕಟ್ಟೆ ಪ್ರಾಂಗಣದಲ್ಲಿ ಪ್ರಾಂಗಣ ನಿರ್ಮಿಸಲಾದ ಕಟ್ಟಡಗಳು ಸಂಖ್ಯೆ: 1, 2, 3, 4 (ಸಾಮಾನ್ಯ ವರ್ಗ): [238, 818, 372, 852]
contact-line: ದೂರವಾಣಿ: 08335-242143: [261, 363, 338, 372]
ad-phone: ದೂ.ಸಂ: 08172-268276, 233702: [538, 458, 636, 466]
table-cell: 4100: [372, 979, 426, 990]
ad-date-row: [701, 410, 923, 422]
president-signature: ಸಹಿ/-(ಬಂದಪ್ಪ ವೆಂಕಪ್ಪ ದೇಸಾಯಿ ಪಾಟೀಲ) ಅಧ್ಯಕ್ಷರು: [348, 1043, 461, 1052]
ad-date: ದಿನಾಂಕ: 17-03-2025: [413, 680, 471, 688]
table-cell: 120000: [202, 912, 238, 931]
table-row: [28, 941, 475, 968]
